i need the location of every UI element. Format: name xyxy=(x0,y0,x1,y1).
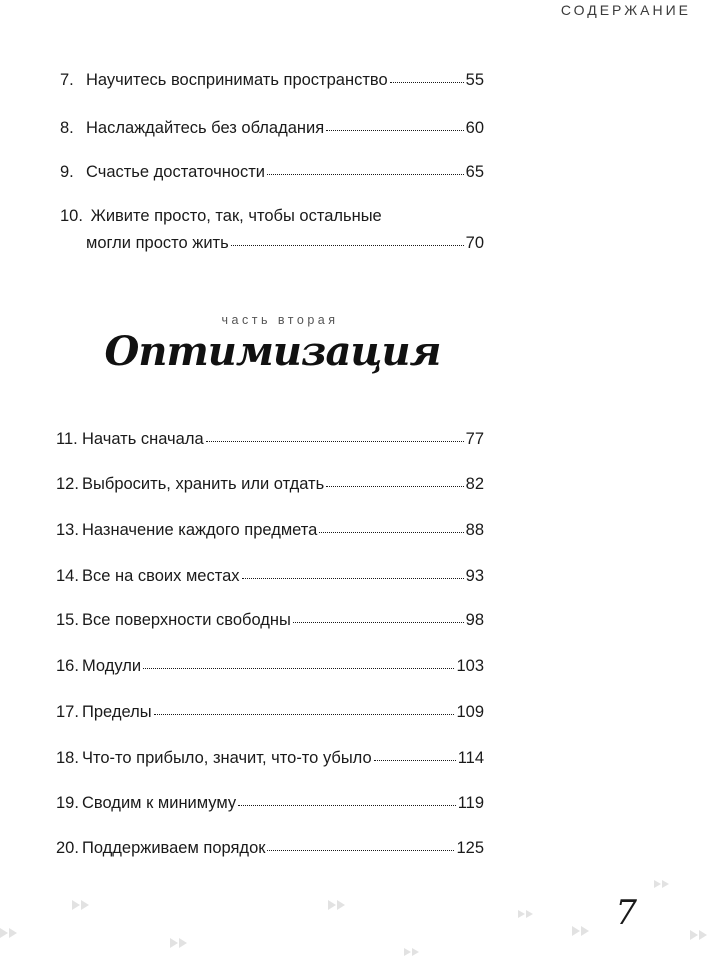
toc-entry-page: 82 xyxy=(465,475,484,493)
dot-leader xyxy=(238,801,456,806)
fast-forward-icon xyxy=(654,880,669,888)
toc-entry-title: Назначение каждого предмета xyxy=(82,521,318,539)
toc-entry-page: 109 xyxy=(456,703,484,721)
toc-entry-7 xyxy=(60,70,484,90)
toc-entry-title: Выбросить, хранить или отдать xyxy=(82,475,325,493)
toc-entry-9 xyxy=(60,162,484,182)
toc-entry-number: 7. xyxy=(60,71,74,89)
toc-entry-11 xyxy=(56,429,484,449)
toc-entry-title: Научитесь воспринимать пространство xyxy=(86,71,388,89)
dot-leader xyxy=(326,482,463,487)
toc-entry-10-line2 xyxy=(86,233,484,253)
toc-entry-title: Пределы xyxy=(82,703,152,721)
dot-leader xyxy=(267,170,464,175)
toc-entry-number: 11. xyxy=(56,430,78,448)
toc-entry-title-line2: могли просто жить xyxy=(86,234,229,252)
toc-entry-page: 70 xyxy=(465,234,484,252)
toc-entry-title: Что-то прибыло, значит, что-то убыло xyxy=(82,749,372,767)
toc-entry-19 xyxy=(56,793,484,813)
toc-entry-page: 88 xyxy=(465,521,484,539)
dot-leader xyxy=(326,126,463,131)
toc-entry-15 xyxy=(56,610,484,630)
toc-entry-20 xyxy=(56,838,484,858)
toc-entry-title: Все на своих местах xyxy=(82,567,240,585)
toc-entry-number: 8. xyxy=(60,119,74,137)
dot-leader xyxy=(154,710,455,715)
dot-leader xyxy=(242,574,464,579)
toc-entry-page: 93 xyxy=(465,567,484,585)
toc-entry-number: 15. xyxy=(56,611,79,629)
toc-entry-number: 16. xyxy=(56,657,79,675)
part-label: часть вторая xyxy=(221,313,339,327)
dot-leader xyxy=(206,437,464,442)
fast-forward-icon xyxy=(404,948,419,956)
dot-leader xyxy=(231,241,464,246)
fast-forward-icon xyxy=(170,938,187,948)
toc-entry-number: 17. xyxy=(56,703,79,721)
running-head: СОДЕРЖАНИЕ xyxy=(560,2,691,18)
dot-leader xyxy=(143,664,454,669)
toc-entry-title: Все поверхности свободны xyxy=(82,611,291,629)
fast-forward-icon xyxy=(690,930,707,940)
toc-entry-number: 20. xyxy=(56,839,79,857)
toc-entry-page: 65 xyxy=(465,163,484,181)
toc-entry-number: 9. xyxy=(60,163,74,181)
toc-entry-10-line1 xyxy=(60,206,382,226)
toc-entry-page: 119 xyxy=(457,794,484,812)
toc-entry-13 xyxy=(56,520,484,540)
toc-entry-page: 55 xyxy=(465,71,484,89)
toc-entry-page: 77 xyxy=(465,430,484,448)
toc-entry-number: 10. xyxy=(60,207,83,225)
toc-entry-17 xyxy=(56,702,484,722)
toc-entry-page: 103 xyxy=(456,657,484,675)
toc-entry-title-line1: Живите просто, так, чтобы остальные xyxy=(90,207,382,225)
toc-entry-number: 14. xyxy=(56,567,79,585)
toc-entry-page: 125 xyxy=(456,839,484,857)
dot-leader xyxy=(267,846,454,851)
toc-entry-14 xyxy=(56,566,484,586)
toc-entry-title: Сводим к минимуму xyxy=(82,794,237,812)
toc-entry-number: 13. xyxy=(56,521,79,539)
toc-entry-page: 60 xyxy=(465,119,484,137)
fast-forward-icon xyxy=(572,926,589,936)
toc-entry-12 xyxy=(56,474,484,494)
fast-forward-icon xyxy=(328,900,345,910)
toc-entry-number: 19. xyxy=(56,794,79,812)
dot-leader xyxy=(374,756,456,761)
toc-entry-number: 12. xyxy=(56,475,79,493)
toc-entry-page: 114 xyxy=(457,749,484,767)
toc-entry-18 xyxy=(56,748,484,768)
toc-entry-16 xyxy=(56,656,484,676)
fast-forward-icon xyxy=(518,910,533,918)
dot-leader xyxy=(390,78,464,83)
toc-entry-number: 18. xyxy=(56,749,79,767)
toc-entry-title: Счастье достаточности xyxy=(86,163,266,181)
toc-entry-title: Поддерживаем порядок xyxy=(82,839,266,857)
dot-leader xyxy=(293,618,464,623)
toc-entry-page: 98 xyxy=(465,611,484,629)
toc-entry-title: Начать сначала xyxy=(82,430,204,448)
fast-forward-icon xyxy=(0,928,17,938)
fast-forward-icon xyxy=(72,900,89,910)
toc-entry-title: Модули xyxy=(82,657,142,675)
toc-entry-title: Наслаждайтесь без обладания xyxy=(86,119,325,137)
part-title: Оптимизация xyxy=(104,328,441,375)
toc-entry-8 xyxy=(60,118,484,138)
page-number: 7 xyxy=(615,893,637,933)
dot-leader xyxy=(319,528,463,533)
